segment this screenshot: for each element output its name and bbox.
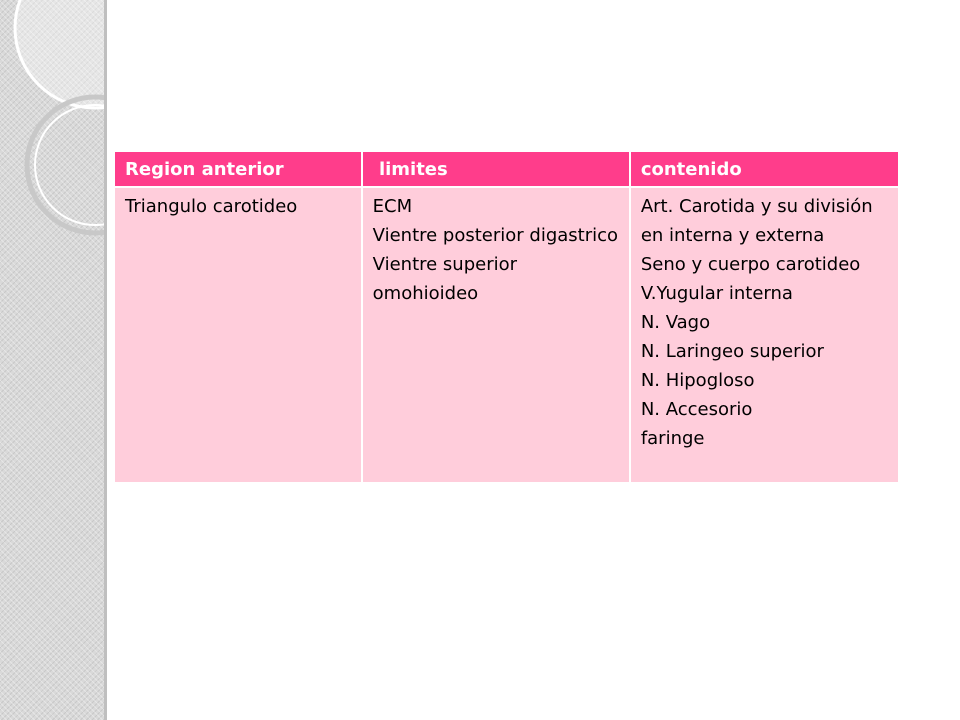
limites-item: Vientre posterior digastrico xyxy=(372,225,619,246)
contenido-item: Art. Carotida y su división en interna y externa xyxy=(640,196,873,246)
limites-item: Vientre superior omohioideo xyxy=(372,254,518,304)
cell-contenido xyxy=(630,187,899,483)
decorative-circle-ring xyxy=(27,97,104,233)
header-contenido: contenido xyxy=(630,151,899,187)
decorative-side-strip xyxy=(0,0,104,720)
contenido-item: N. Laringeo superior xyxy=(640,341,824,362)
decorative-circles-graphic xyxy=(0,0,104,720)
decorative-circle-large xyxy=(15,0,104,108)
contenido-item: N. Accesorio xyxy=(640,399,753,420)
header-region: Region anterior xyxy=(114,151,362,187)
cell-region xyxy=(114,187,362,483)
table-header-row xyxy=(114,151,899,187)
region-text: Triangulo carotideo xyxy=(125,196,298,217)
limites-item: ECM xyxy=(372,196,413,217)
contenido-item: Seno y cuerpo carotideo xyxy=(640,254,861,275)
header-limites: limites xyxy=(362,151,630,187)
table-row xyxy=(114,187,899,483)
side-strip-edge xyxy=(104,0,107,720)
contenido-item: V.Yugular interna xyxy=(640,283,793,304)
decorative-circle-inner-ring xyxy=(35,105,104,225)
contenido-item: N. Hipogloso xyxy=(640,370,755,391)
contenido-item: N. Vago xyxy=(640,312,711,333)
contenido-item: faringe xyxy=(640,428,705,449)
anatomy-table xyxy=(113,150,900,484)
cell-limites xyxy=(362,187,630,483)
